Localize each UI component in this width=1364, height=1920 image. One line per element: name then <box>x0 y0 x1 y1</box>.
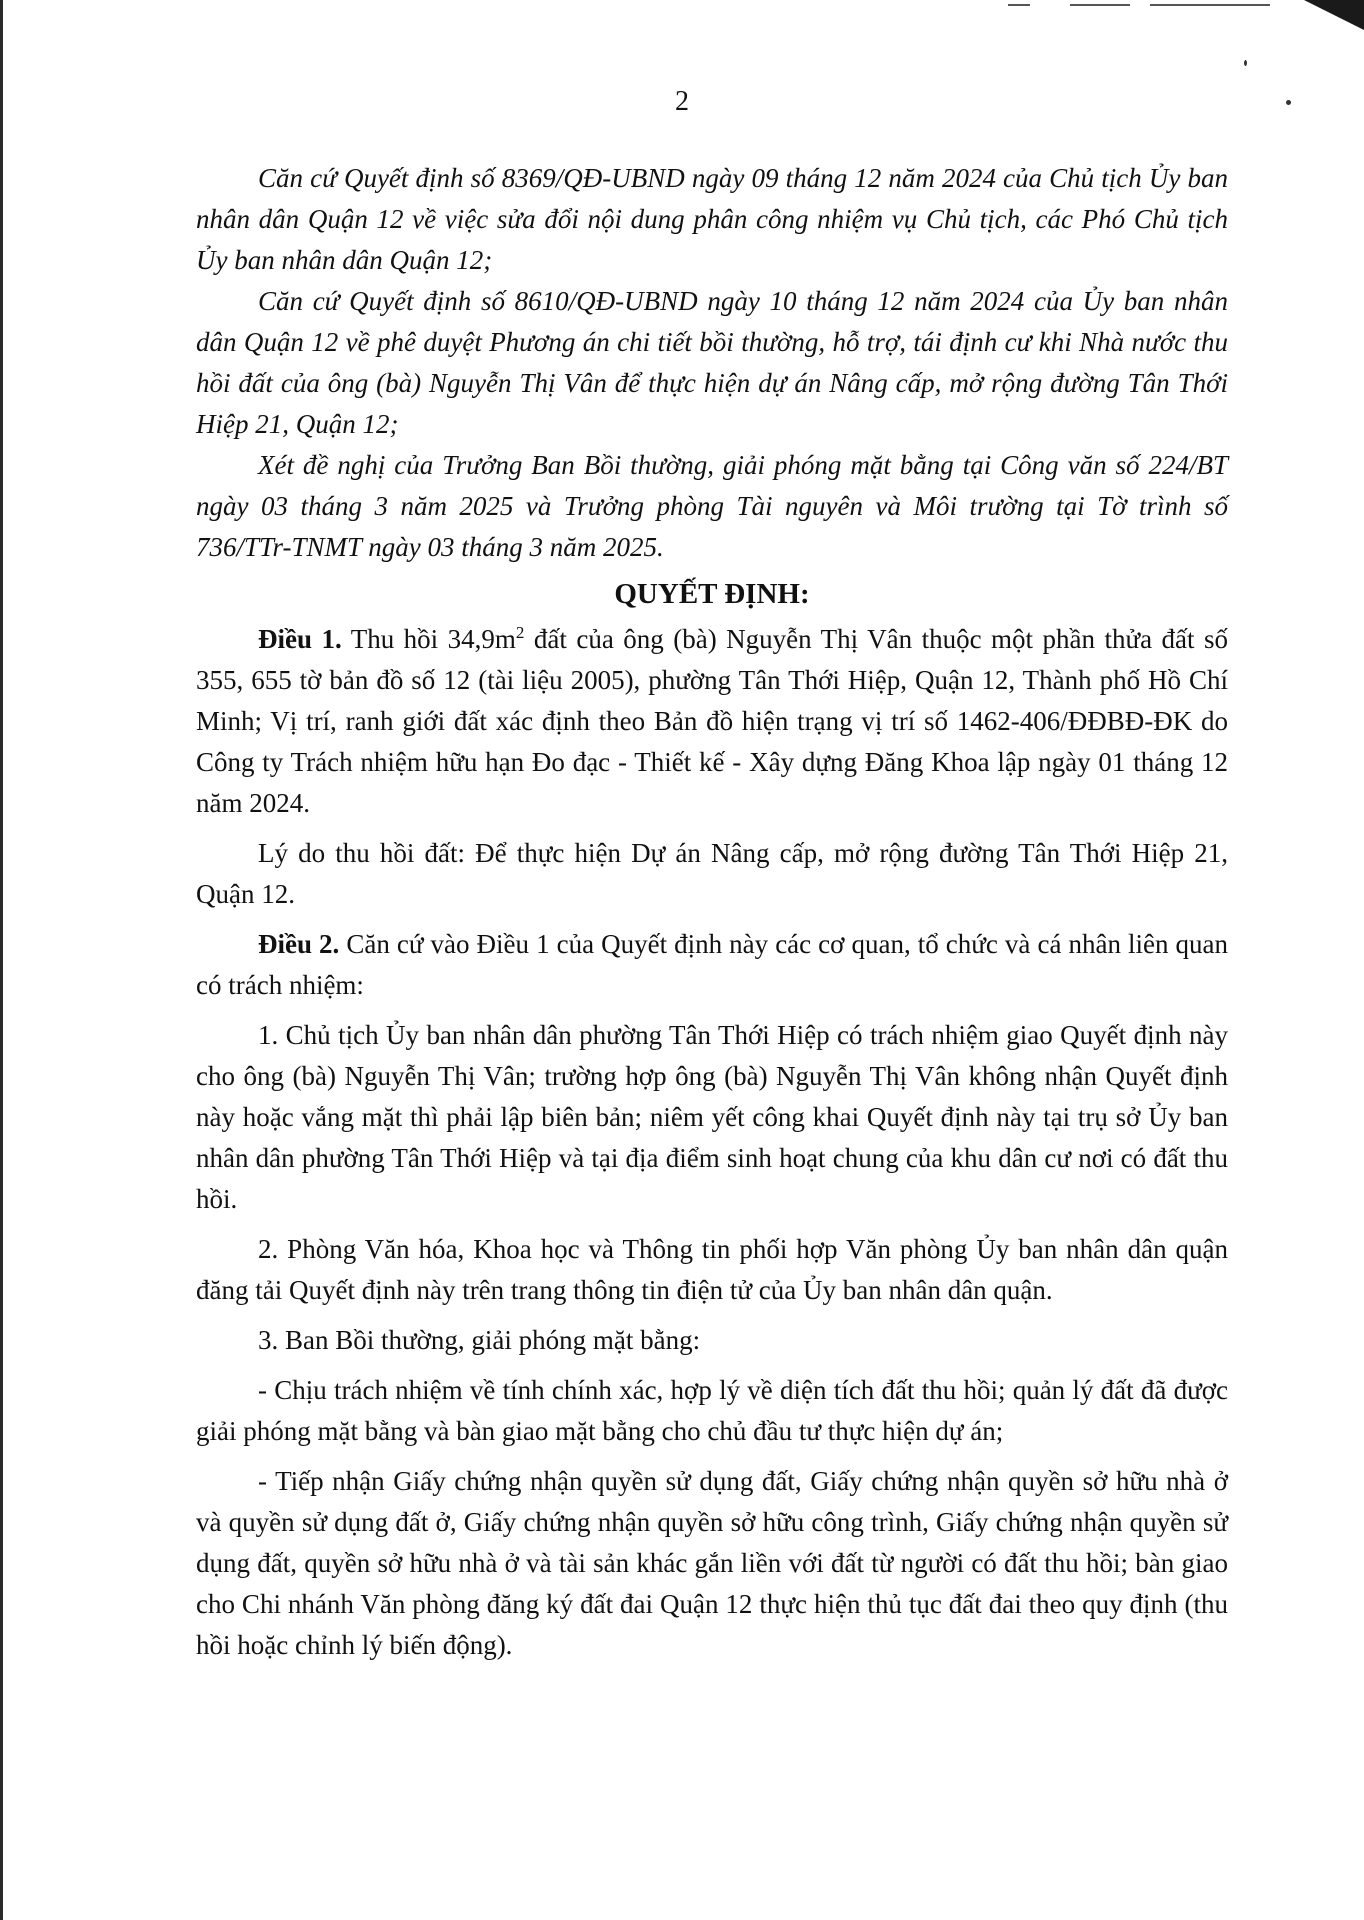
article-1-text: Thu hồi 34,9m <box>341 624 516 654</box>
article-1-label: Điều 1. <box>258 624 342 654</box>
legal-basis-2: Căn cứ Quyết định số 8610/QĐ-UBND ngày 10 tháng 12 năm 2024 của Ủy ban nhân dân Quận 12 về phê duyệt Phương án chi tiết bồi thường, hỗ trợ, tái định cư khi Nhà nước thu hồi đất của ông (bà) Nguyễn Thị Vân để thực hiện dự án Nâng cấp, mở rộng đường Tân Thới Hiệp 21, Quận 12; <box>196 286 1228 439</box>
article-2-subitem: - Tiếp nhận Giấy chứng nhận quyền sử dụng đất, Giấy chứng nhận quyền sở hữu nhà ở và quyền sử dụng đất ở, Giấy chứng nhận quyền sở hữu công trình, Giấy chứng nhận quyền sử dụng đất, quyền sở hữu nhà ở và tài sản khác gắn liền với đất từ người có đất thu hồi; bàn giao cho Chi nhánh Văn phòng đăng ký đất đai Quận 12 thực hiện thủ tục đất đai theo quy định (thu hồi hoặc chỉnh lý biến động). <box>196 1466 1228 1660</box>
scan-speck <box>1244 60 1247 66</box>
article-2-label: Điều 2. <box>258 929 340 959</box>
article-1-reason: Lý do thu hồi đất: Để thực hiện Dự án Nâng cấp, mở rộng đường Tân Thới Hiệp 21, Quận 12. <box>196 838 1228 909</box>
article-2-item: 2. Phòng Văn hóa, Khoa học và Thông tin phối hợp Văn phòng Ủy ban nhân dân quận đăng tải Quyết định này trên trang thông tin điện tử của Ủy ban nhân dân quận. <box>196 1234 1228 1305</box>
scan-dash <box>1008 4 1030 6</box>
article-2-item: 1. Chủ tịch Ủy ban nhân dân phường Tân Thới Hiệp có trách nhiệm giao Quyết định này cho ông (bà) Nguyễn Thị Vân; trường hợp ông (bà) Nguyễn Thị Vân không nhận Quyết định này hoặc vắng mặt thì phải lập biên bản; niêm yết công khai Quyết định này tại trụ sở Ủy ban nhân dân phường Tân Thới Hiệp và tại địa điểm sinh hoạt chung của khu dân cư nơi có đất thu hồi. <box>196 1020 1228 1214</box>
scan-dash <box>1070 4 1130 6</box>
document-body <box>196 158 1228 1666</box>
article-2-item: 3. Ban Bồi thường, giải phóng mặt bằng: <box>258 1325 701 1355</box>
decision-heading: QUYẾT ĐỊNH: <box>614 578 810 610</box>
article-2 <box>196 924 1228 1006</box>
legal-basis-3: Xét đề nghị của Trưởng Ban Bồi thường, giải phóng mặt bằng tại Công văn số 224/BT ngày 03 tháng 3 năm 2025 và Trưởng phòng Tài nguyên và Môi trường tại Tờ trình số 736/TTr-TNMT ngày 03 tháng 3 năm 2025. <box>196 450 1228 562</box>
scan-edge <box>0 0 3 1920</box>
legal-basis-1: Căn cứ Quyết định số 8369/QĐ-UBND ngày 09 tháng 12 năm 2024 của Chủ tịch Ủy ban nhân dân Quận 12 về việc sửa đổi nội dung phân công nhiệm vụ Chủ tịch, các Phó Chủ tịch Ủy ban nhân dân Quận 12; <box>196 163 1228 275</box>
article-2-intro: Căn cứ vào Điều 1 của Quyết định này các cơ quan, tổ chức và cá nhân liên quan có trách nhiệm: <box>196 929 1228 1000</box>
article-2-subitem: - Chịu trách nhiệm về tính chính xác, hợp lý về diện tích đất thu hồi; quản lý đất đã được giải phóng mặt bằng và bàn giao mặt bằng cho chủ đầu tư thực hiện dự án; <box>196 1375 1228 1446</box>
scan-corner-mark <box>1304 0 1364 30</box>
area-unit-exponent: 2 <box>515 623 525 642</box>
article-1-text-cont: đất của ông (bà) Nguyễn Thị Vân thuộc một phần thửa đất số 355, 655 tờ bản đồ số 12 (tài liệu 2005), phường Tân Thới Hiệp, Quận 12, Thành phố Hồ Chí Minh; Vị trí, ranh giới đất xác định theo Bản đồ hiện trạng vị trí số 1462-406/ĐĐBĐ-ĐK do Công ty Trách nhiệm hữu hạn Đo đạc - Thiết kế - Xây dựng Đăng Khoa lập ngày 01 tháng 12 năm 2024. <box>196 624 1228 818</box>
page-number: 2 <box>675 86 689 117</box>
article-1 <box>196 619 1228 824</box>
scan-dash <box>1150 4 1270 6</box>
